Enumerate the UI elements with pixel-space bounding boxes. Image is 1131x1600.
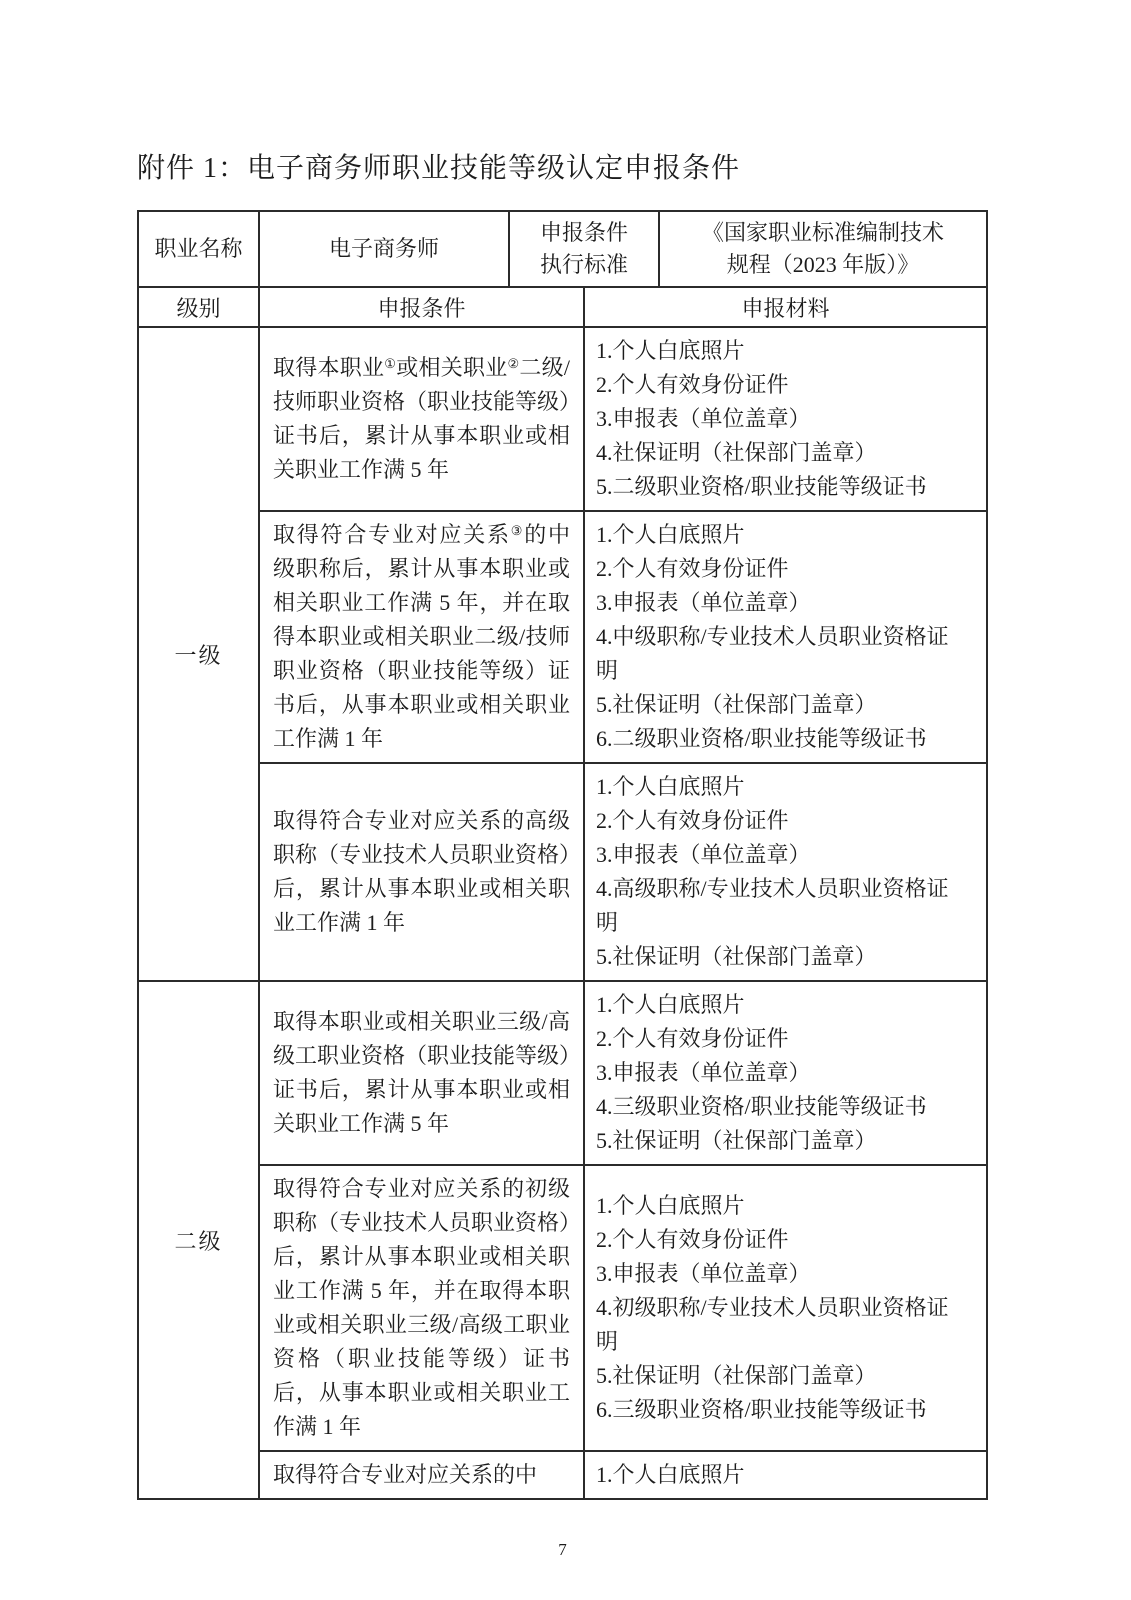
conditions-header-cell: 申报条件 [260, 288, 585, 328]
material-item: 3.申报表（单位盖章） [596, 406, 811, 431]
material-item: 1.个人白底照片 [596, 1462, 745, 1487]
standard-label-cell [510, 212, 660, 288]
material-item: 1.个人白底照片 [596, 338, 745, 363]
condition-text: 取得符合专业对应关系③的中级职称后，累计从事本职业或相关职业工作满 5 年，并在取得本职业或相关职业二级/技师职业资格（职业技能等级）证书后，从事本职业或相关职业工作满 1 年 [273, 522, 570, 751]
footnote-marker: ③ [510, 523, 525, 538]
condition-text: 取得本职业①或相关职业②二级/技师职业资格（职业技能等级）证书后，累计从事本职业或相关职业工作满 5 年 [273, 355, 571, 482]
condition-text: 取得符合专业对应关系的高级职称（专业技术人员职业资格）后，累计从事本职业或相关职业工作满 1 年 [273, 808, 571, 935]
table-header-row-1 [139, 212, 986, 288]
table-body [139, 328, 986, 1498]
level-group [139, 328, 986, 982]
material-item: 5.社保证明（社保部门盖章） [596, 944, 877, 969]
material-item: 1.个人白底照片 [596, 522, 745, 547]
level-cell: 一级 [139, 328, 260, 980]
level-group-rows [260, 328, 986, 980]
job-name-value-cell: 电子商务师 [260, 212, 510, 288]
material-item: 2.个人有效身份证件 [596, 1227, 789, 1252]
condition-cell [260, 982, 585, 1164]
condition-cell [260, 1452, 585, 1498]
material-item: 2.个人有效身份证件 [596, 1026, 789, 1051]
material-item: 6.二级职业资格/职业技能等级证书 [596, 726, 927, 751]
materials-header-cell: 申报材料 [585, 288, 986, 328]
conditions-table [137, 210, 988, 1500]
materials-cell [585, 764, 986, 980]
material-item: 2.个人有效身份证件 [596, 372, 789, 397]
table-header-row-2 [139, 288, 986, 328]
document-content [137, 146, 988, 1560]
condition-text: 取得符合专业对应关系的初级职称（专业技术人员职业资格）后，累计从事本职业或相关职业工作满 5 年，并在取得本职业或相关职业三级/高级工职业资格（职业技能等级）证书后，从事本职业或相关职业工作满 1 年 [273, 1176, 571, 1439]
standard-value-cell: 《国家职业标准编制技术规程（2023 年版）》 [660, 212, 986, 288]
footnote-marker: ① [384, 356, 397, 371]
material-item: 2.个人有效身份证件 [596, 808, 789, 833]
material-item: 3.申报表（单位盖章） [596, 1060, 811, 1085]
level-group [139, 982, 986, 1498]
materials-cell [585, 982, 986, 1164]
level-cell: 二级 [139, 982, 260, 1498]
material-item: 2.个人有效身份证件 [596, 556, 789, 581]
materials-cell [585, 1166, 986, 1450]
condition-text: 取得本职业或相关职业三级/高级工职业资格（职业技能等级）证书后，累计从事本职业或相关职业工作满 5 年 [273, 1009, 571, 1136]
table-row [260, 512, 986, 764]
material-item: 1.个人白底照片 [596, 1193, 745, 1218]
condition-cell [260, 328, 585, 510]
condition-cell [260, 1166, 585, 1450]
material-item: 4.三级职业资格/职业技能等级证书 [596, 1094, 927, 1119]
material-item: 4.社保证明（社保部门盖章） [596, 440, 877, 465]
condition-text: 取得符合专业对应关系的中 [273, 1462, 538, 1487]
table-row [260, 764, 986, 980]
materials-cell [585, 328, 986, 510]
materials-cell [585, 1452, 986, 1498]
material-item: 3.申报表（单位盖章） [596, 1261, 811, 1286]
material-item: 5.社保证明（社保部门盖章） [596, 1128, 877, 1153]
page-title: 附件 1：电子商务师职业技能等级认定申报条件 [137, 153, 741, 184]
standard-label-line1: 申报条件 [539, 220, 628, 245]
page-number: 7 [558, 1540, 567, 1559]
materials-cell [585, 512, 986, 762]
table-row [260, 328, 986, 512]
condition-cell [260, 512, 585, 762]
table-row [260, 1452, 986, 1498]
footnote-marker: ② [507, 356, 520, 371]
condition-cell [260, 764, 585, 980]
material-item: 6.三级职业资格/职业技能等级证书 [596, 1397, 927, 1422]
table-row [260, 1166, 986, 1452]
table-row [260, 982, 986, 1166]
material-item: 4.中级职称/专业技术人员职业资格证明 [596, 624, 949, 683]
material-item: 3.申报表（单位盖章） [596, 590, 811, 615]
material-item: 5.二级职业资格/职业技能等级证书 [596, 474, 927, 499]
material-item: 4.初级职称/专业技术人员职业资格证明 [596, 1295, 949, 1354]
material-item: 5.社保证明（社保部门盖章） [596, 692, 877, 717]
material-item: 1.个人白底照片 [596, 774, 745, 799]
material-item: 4.高级职称/专业技术人员职业资格证明 [596, 876, 949, 935]
material-item: 1.个人白底照片 [596, 992, 745, 1017]
level-header-cell: 级别 [139, 288, 260, 328]
material-item: 5.社保证明（社保部门盖章） [596, 1363, 877, 1388]
standard-label-line2: 执行标准 [539, 252, 628, 277]
job-name-label-cell: 职业名称 [139, 212, 260, 288]
level-group-rows [260, 982, 986, 1498]
material-item: 3.申报表（单位盖章） [596, 842, 811, 867]
